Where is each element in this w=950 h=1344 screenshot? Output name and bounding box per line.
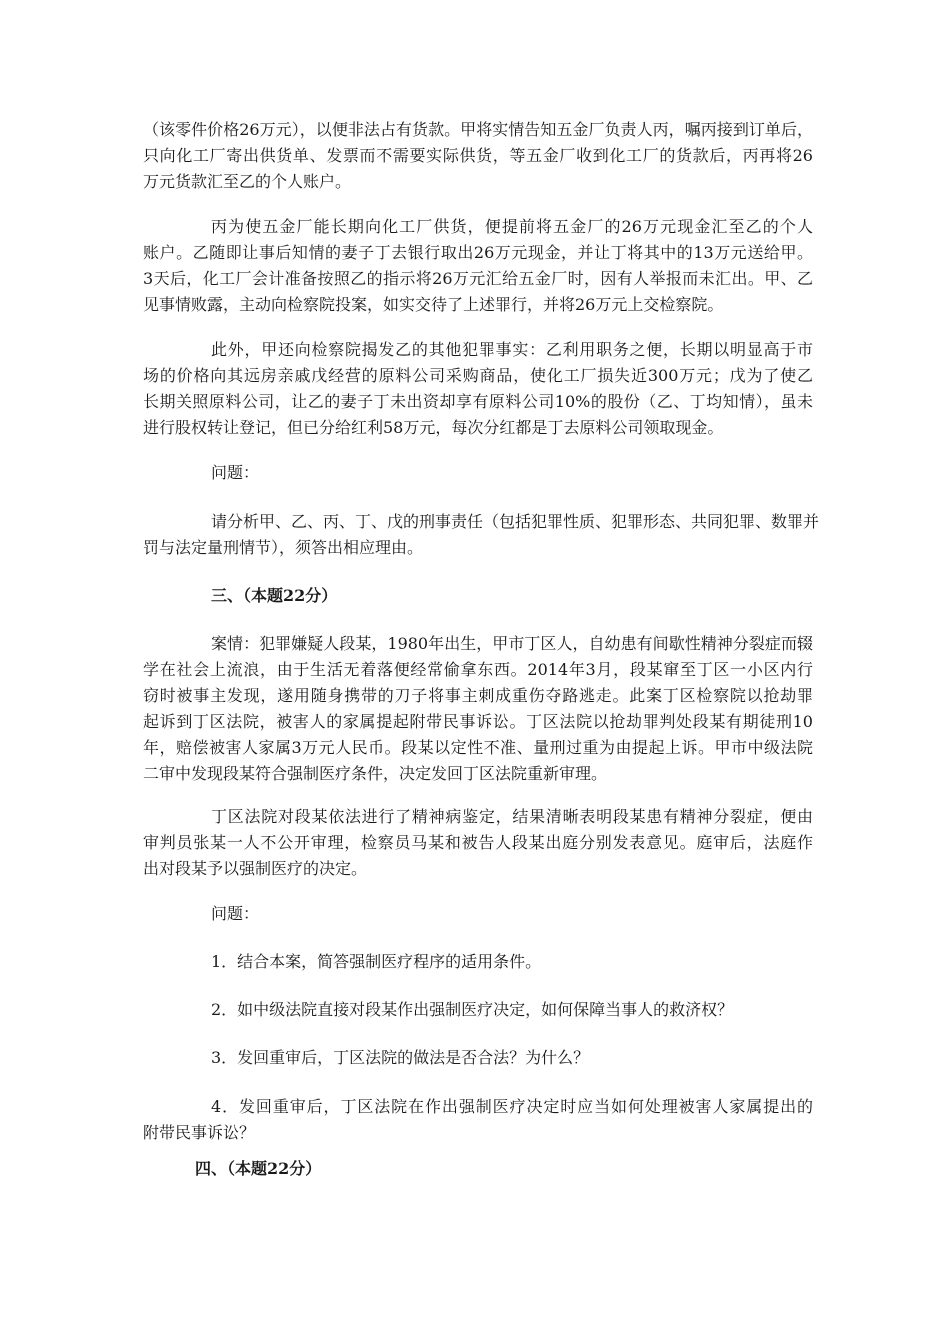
paragraph-case-continuation (143, 117, 813, 195)
text-line: 审判员张某一人不公开审理，检察员马某和被告人段某出庭分别发表意见。庭审后，法庭作 (143, 833, 813, 852)
text-line: 窃时被事主发现，遂用随身携带的刀子将事主刺成重伤夺路逃走。此案丁区检察院以抢劫罪 (143, 686, 813, 705)
question-item-3: 3．发回重审后，丁区法院的做法是否合法？为什么？ (211, 1048, 590, 1067)
text-line: 罚与法定量刑情节），须答出相应理由。 (143, 538, 424, 557)
paragraph-other-crimes (143, 337, 813, 441)
text-line: 起诉到丁区法院，被害人的家属提起附带民事诉讼。丁区法院以抢劫罪判处段某有期徒刑10 (143, 712, 813, 731)
text-line: 请分析甲、乙、丙、丁、戊的刑事责任（包括犯罪性质、犯罪形态、共同犯罪、数罪并 (211, 512, 820, 531)
text-line: 丙为使五金厂能长期向化工厂供货，便提前将五金厂的26万元现金汇至乙的个人 (211, 217, 813, 236)
text-line: 场的价格向其远房亲戚戊经营的原料公司采购商品，使化工厂损失近300万元；戊为了使乙 (143, 366, 813, 385)
text-line: 3天后，化工厂会计准备按照乙的指示将26万元汇给五金厂时，因有人举报而未汇出。甲、乙 (143, 269, 813, 288)
text-line: 二审中发现段某符合强制医疗条件，决定发回丁区法院重新审理。 (143, 764, 608, 783)
text-line: （该零件价格26万元），以便非法占有货款。甲将实情告知五金厂负责人丙，嘱丙接到订单后， (143, 120, 813, 139)
paragraph-case-facts (143, 631, 813, 787)
question-label: 问题： (211, 463, 260, 482)
question-item-4 (143, 1094, 813, 1146)
section-heading-3: 三、（本题22分） (211, 586, 338, 605)
paragraph-retrial (143, 804, 813, 882)
question-label: 问题： (211, 904, 260, 923)
text-line: 案情：犯罪嫌疑人段某，1980年出生，甲市丁区人，自幼患有间歇性精神分裂症而辍 (211, 634, 813, 653)
text-line: 4．发回重审后，丁区法院在作出强制医疗决定时应当如何处理被害人家属提出的 (211, 1097, 813, 1116)
text-line: 丁区法院对段某依法进行了精神病鉴定，结果清晰表明段某患有精神分裂症，便由 (211, 807, 813, 826)
text-line: 只向化工厂寄出供货单、发票而不需要实际供货，等五金厂收到化工厂的货款后，丙再将26 (143, 146, 813, 165)
text-line: 学在社会上流浪，由于生活无着落便经常偷拿东西。2014年3月，段某窜至丁区一小区内行 (143, 660, 813, 679)
question-item-1: 1．结合本案，简答强制医疗程序的适用条件。 (211, 952, 542, 971)
paragraph-bing-transfer (143, 214, 813, 318)
text-line: 年，赔偿被害人家属3万元人民币。段某以定性不准、量刑过重为由提起上诉。甲市中级法院 (143, 738, 813, 757)
text-line: 此外，甲还向检察院揭发乙的其他犯罪事实：乙利用职务之便，长期以明显高于市 (211, 340, 813, 359)
section-heading-4: 四、（本题22分） (195, 1159, 322, 1178)
question-item-2: 2．如中级法院直接对段某作出强制医疗决定，如何保障当事人的救济权？ (211, 1000, 734, 1019)
text-line: 长期关照原料公司，让乙的妻子丁未出资却享有原料公司10%的股份（乙、丁均知情），虽未 (143, 392, 813, 411)
text-line: 账户。乙随即让事后知情的妻子丁去银行取出26万元现金，并让丁将其中的13万元送给甲。 (143, 243, 813, 262)
paragraph-question-section2 (143, 509, 820, 561)
text-line: 附带民事诉讼？ (143, 1123, 256, 1142)
text-line: 进行股权转让登记，但已分给红利58万元，每次分红都是丁去原料公司领取现金。 (143, 418, 724, 437)
text-line: 万元货款汇至乙的个人账户。 (143, 172, 352, 191)
text-line: 见事情败露，主动向检察院投案，如实交待了上述罪行，并将26万元上交检察院。 (143, 295, 724, 314)
text-line: 出对段某予以强制医疗的决定。 (143, 859, 368, 878)
